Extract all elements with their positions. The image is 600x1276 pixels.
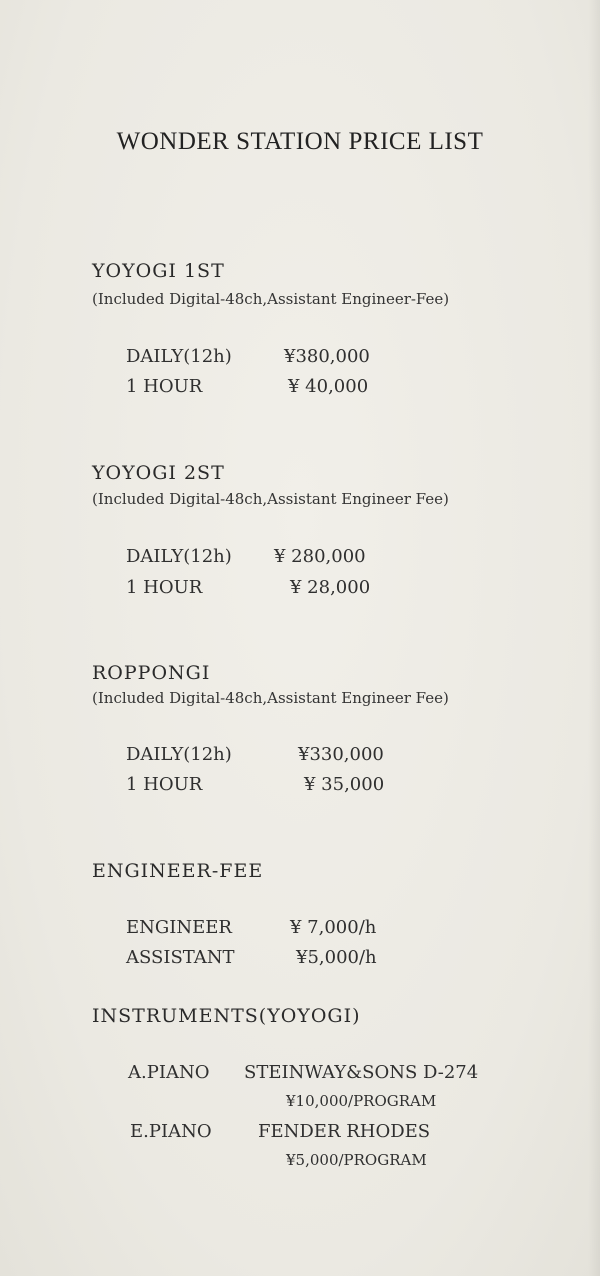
studio-1-daily-label: DAILY(12h) bbox=[126, 346, 232, 367]
studio-1-note: (Included Digital-48ch,Assistant Engineer-Fee) bbox=[92, 290, 450, 308]
instrument-1-label: A.PIANO bbox=[128, 1062, 210, 1083]
instrument-2-label: E.PIANO bbox=[130, 1121, 212, 1142]
assistant-label: ASSISTANT bbox=[126, 947, 235, 968]
paper-edge bbox=[588, 0, 600, 1276]
studio-2-hour-price: ¥ 28,000 bbox=[290, 577, 371, 598]
studio-1-name: YOYOGI 1ST bbox=[92, 260, 225, 282]
studio-3-note: (Included Digital-48ch,Assistant Engineer Fee) bbox=[92, 689, 449, 707]
studio-1-hour-label: 1 HOUR bbox=[126, 376, 203, 397]
studio-3-daily-price: ¥330,000 bbox=[298, 744, 384, 765]
studio-3-hour-price: ¥ 35,000 bbox=[304, 774, 385, 795]
studio-1-daily-price: ¥380,000 bbox=[284, 346, 370, 367]
studio-1-hour-price: ¥ 40,000 bbox=[288, 376, 369, 397]
instruments-heading: INSTRUMENTS(YOYOGI) bbox=[92, 1005, 361, 1027]
engineer-label: ENGINEER bbox=[126, 917, 232, 938]
studio-3-hour-label: 1 HOUR bbox=[126, 774, 203, 795]
assistant-price: ¥5,000/h bbox=[296, 947, 377, 968]
engineer-price: ¥ 7,000/h bbox=[290, 917, 377, 938]
instrument-2-model: FENDER RHODES bbox=[258, 1121, 431, 1142]
studio-2-note: (Included Digital-48ch,Assistant Engineer Fee) bbox=[92, 490, 449, 508]
instrument-1-model: STEINWAY&SONS D-274 bbox=[244, 1062, 479, 1083]
studio-2-daily-label: DAILY(12h) bbox=[126, 546, 232, 567]
studio-2-hour-label: 1 HOUR bbox=[126, 577, 203, 598]
page-title: WONDER STATION PRICE LIST bbox=[116, 128, 484, 155]
studio-3-name: ROPPONGI bbox=[92, 662, 211, 684]
instrument-2-price: ¥5,000/PROGRAM bbox=[286, 1151, 427, 1169]
instrument-1-price: ¥10,000/PROGRAM bbox=[286, 1092, 437, 1110]
studio-2-name: YOYOGI 2ST bbox=[92, 462, 225, 484]
studio-2-daily-price: ¥ 280,000 bbox=[274, 546, 366, 567]
engineer-heading: ENGINEER-FEE bbox=[92, 860, 264, 882]
studio-3-daily-label: DAILY(12h) bbox=[126, 744, 232, 765]
